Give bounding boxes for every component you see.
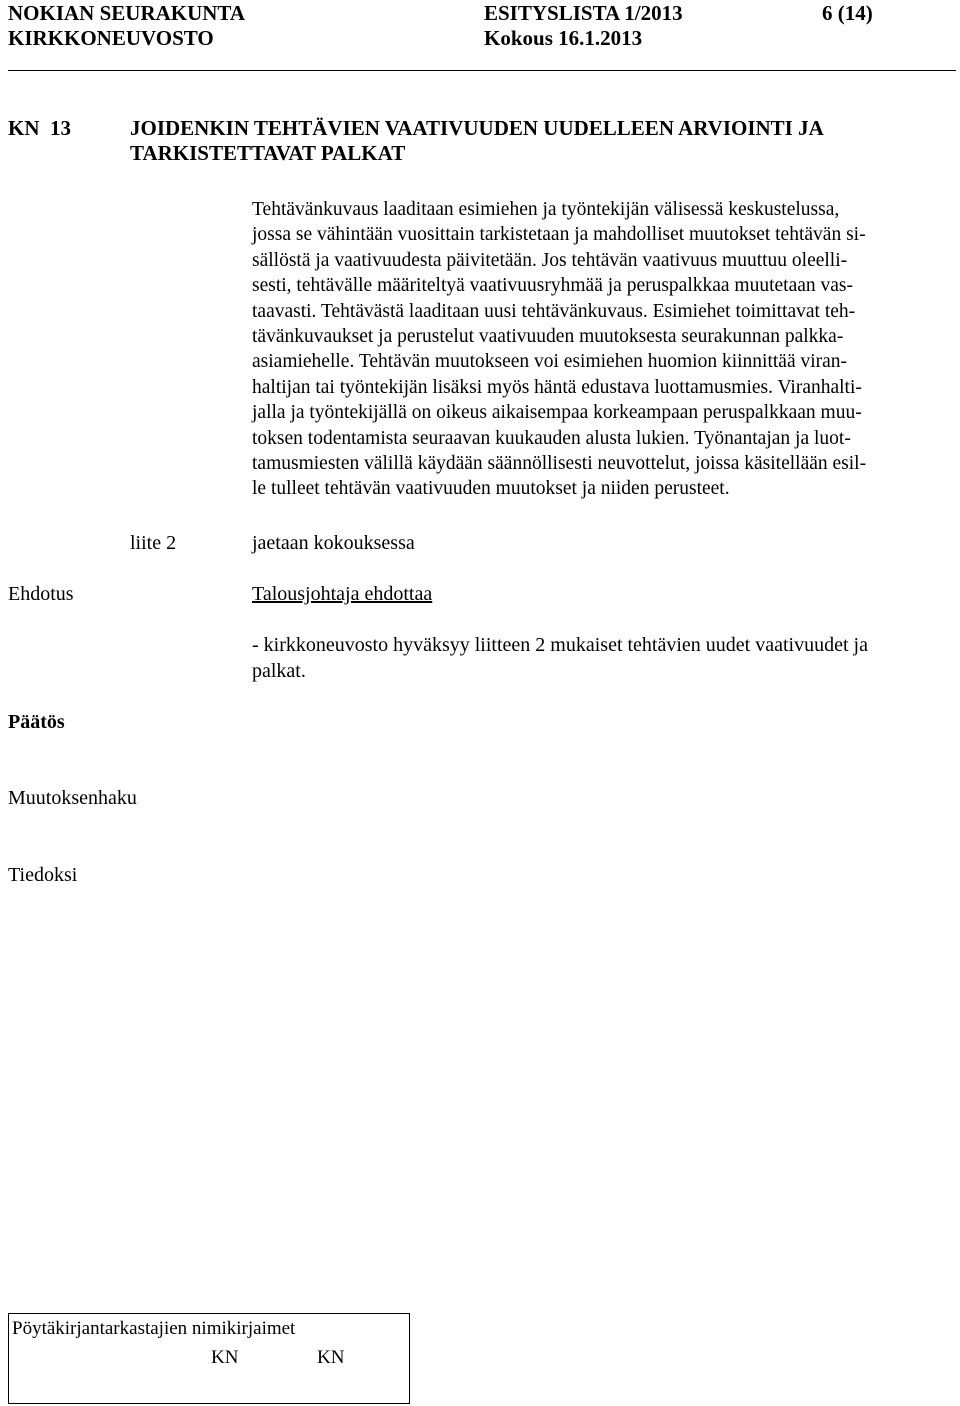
body-paragraph [252, 197, 952, 502]
appeal-label: Muutoksenhaku [8, 787, 137, 809]
body-line: sällöstä ja vaativuudesta päivitetään. Jos tehtävän vaativuus muuttuu oleelli- [252, 249, 848, 271]
attachment-note: jaetaan kokouksessa [252, 532, 415, 554]
header-divider [8, 70, 956, 71]
page-number: 6 (14) [822, 1, 873, 25]
body-line: toksen todentamista seuraavan kuukauden alusta lukien. Työnantajan ja luot- [252, 427, 851, 449]
agenda-number: ESITYSLISTA 1/2013 [484, 1, 683, 25]
body-line: tamusmiesten välillä käydään säännöllisesti neuvottelut, joissa käsitellään esil- [252, 453, 867, 475]
proposal-label: Ehdotus [8, 583, 74, 605]
body-line: sesti, tehtävälle määriteltyä vaativuusryhmää ja peruspalkkaa muutetaan vas- [252, 275, 854, 297]
proposer-heading: Talousjohtaja ehdottaa [252, 583, 433, 605]
body-line: tävänkuvaukset ja perustelut vaativuuden muutoksesta seurakunnan palkka- [252, 326, 844, 348]
body-line: haltijan tai työntekijän lisäksi myös häntä edustava luottamusmies. Viranhalti- [252, 376, 862, 398]
reviewer-initials: KN [317, 1347, 345, 1368]
attachment-label: liite 2 [130, 532, 177, 554]
body-line: jalla ja työntekijällä on oikeus aikaisempaa korkeampaan peruspalkkaan muu- [252, 402, 862, 424]
signature-box [8, 1313, 410, 1404]
body-line: taavasti. Tehtävästä laaditaan uusi tehtävänkuvaus. Esimiehet toimittavat teh- [252, 300, 856, 322]
board-name: KIRKKONEUVOSTO [8, 26, 214, 50]
body-line: asiamiehelle. Tehtävän muutokseen voi esimiehen huomion kiinnittää viran- [252, 351, 848, 373]
meeting-date: Kokous 16.1.2013 [484, 26, 643, 50]
organization-name: NOKIAN SEURAKUNTA [8, 1, 246, 25]
body-line: jossa se vähintään vuosittain tarkistetaan ja mahdolliset muutokset tehtävän si- [252, 224, 866, 246]
section-title-line-1: JOIDENKIN TEHTÄVIEN VAATIVUUDEN UUDELLEEN ARVIOINTI JA [130, 116, 824, 140]
body-line: Tehtävänkuvaus laaditaan esimiehen ja työntekijän välisessä keskustelussa, [252, 199, 840, 220]
decision-label: Päätös [8, 711, 65, 733]
proposal-text-line-1: - kirkkoneuvosto hyväksyy liitteen 2 mukaiset tehtävien uudet vaativuudet ja [252, 634, 868, 656]
notice-label: Tiedoksi [8, 864, 78, 886]
section-number: KN 13 [8, 116, 71, 140]
signature-box-title: Pöytäkirjantarkastajien nimikirjaimet [12, 1318, 296, 1339]
body-line: le tulleet tehtävän vaativuuden muutokset ja niiden perusteet. [252, 478, 730, 500]
proposal-text-line-2: palkat. [252, 660, 306, 682]
reviewer-initials: KN [211, 1347, 239, 1368]
section-title-line-2: TARKISTETTAVAT PALKAT [130, 141, 406, 165]
